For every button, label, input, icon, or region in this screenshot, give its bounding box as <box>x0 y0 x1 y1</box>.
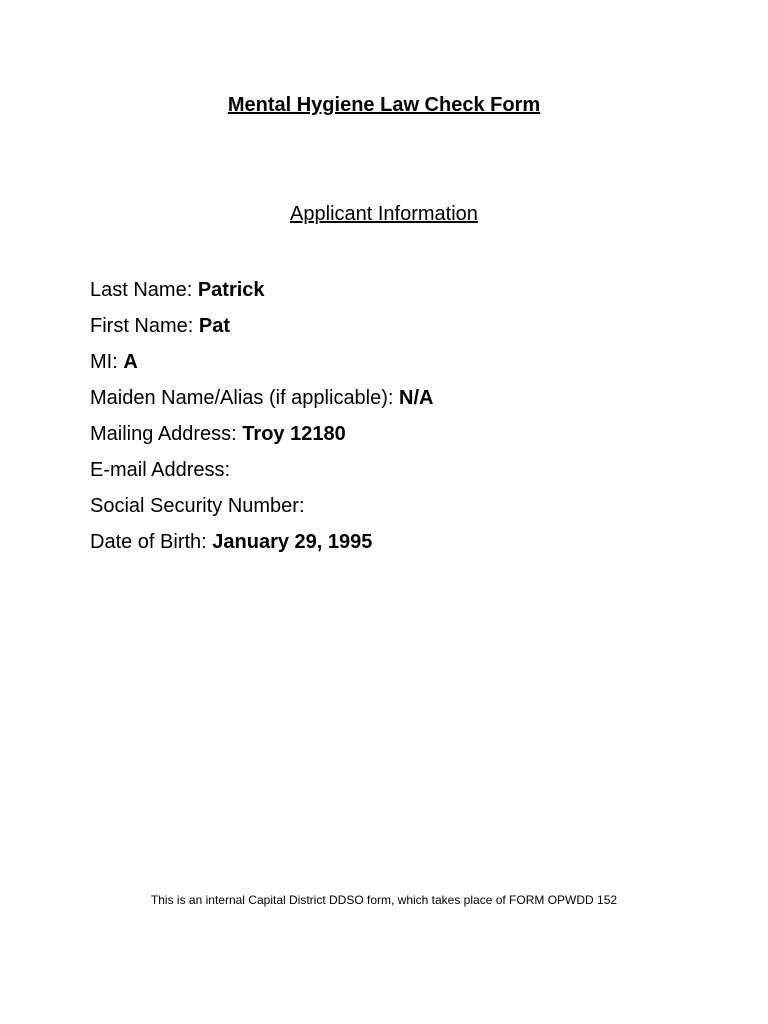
applicant-fields <box>90 272 710 560</box>
field-value: January 29, 1995 <box>212 531 373 553</box>
field-label: Date of Birth: <box>90 531 213 553</box>
field-value: N/A <box>399 387 434 409</box>
field-label: Social Security Number: <box>90 495 305 517</box>
field-email-address <box>90 452 710 488</box>
field-label: Mailing Address: <box>90 423 243 445</box>
field-last-name <box>90 272 710 308</box>
field-label: Maiden Name/Alias (if applicable): <box>90 387 400 409</box>
field-value: Patrick <box>197 279 265 301</box>
field-label: MI: <box>90 351 124 373</box>
field-middle-initial <box>90 344 710 380</box>
form-title: Mental Hygiene Law Check Form <box>227 94 541 116</box>
field-label: E-mail Address: <box>90 459 231 481</box>
footer-note: This is an internal Capital District DDSO form, which takes place of FORM OPWDD 152 <box>150 893 618 907</box>
field-value: A <box>123 351 138 373</box>
field-value: Troy 12180 <box>242 423 346 445</box>
field-maiden-name-alias <box>90 380 710 416</box>
field-value: Pat <box>198 315 231 337</box>
field-label: First Name: <box>90 315 199 337</box>
section-heading-applicant-information: Applicant Information <box>290 203 478 225</box>
field-first-name <box>90 308 710 344</box>
field-date-of-birth <box>90 524 710 560</box>
field-mailing-address <box>90 416 710 452</box>
field-label: Last Name: <box>90 279 198 301</box>
field-social-security-number <box>90 488 710 524</box>
